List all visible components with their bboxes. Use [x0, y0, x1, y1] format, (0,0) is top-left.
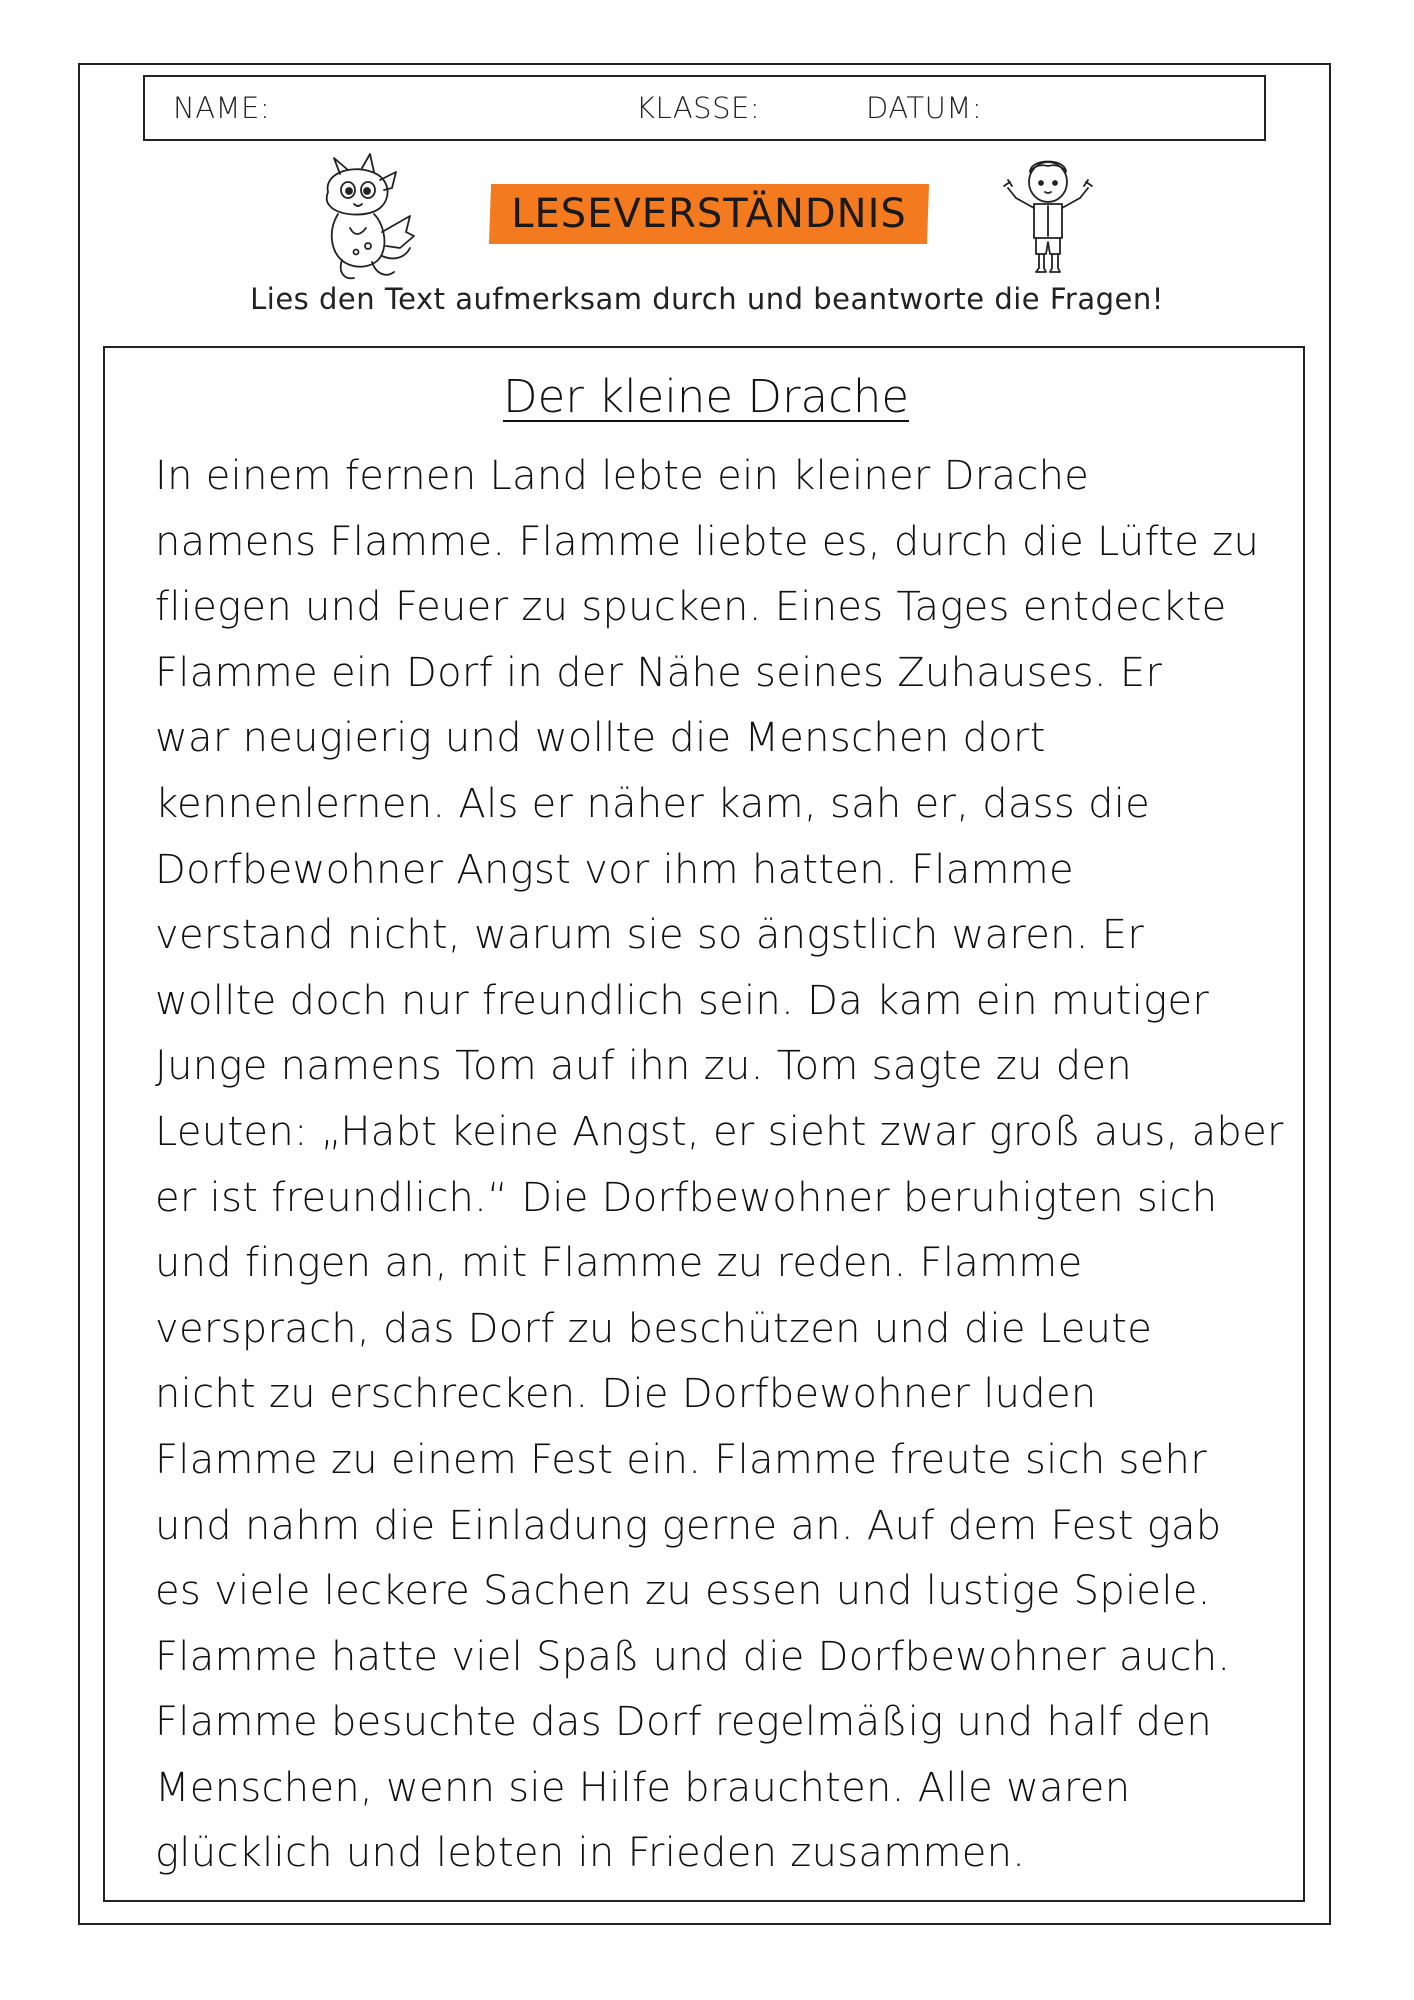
instructions: Lies den Text aufmerksam durch und beantworte die Fragen! [250, 282, 1164, 316]
story-line: er ist freundlich.“ Die Dorfbewohner beruhigten sich [155, 1174, 1218, 1221]
name-label: NAME: [173, 91, 271, 125]
story-line: wollte doch nur freundlich sein. Da kam ein mutiger [155, 977, 1210, 1024]
story-line: verstand nicht, warum sie so ängstlich waren. Er [155, 912, 1145, 959]
story-line: Menschen, wenn sie Hilfe brauchten. Alle waren [155, 1764, 1131, 1811]
story-line: war neugierig und wollte die Menschen dort [155, 715, 1046, 762]
story-text [155, 444, 1284, 1887]
story-line: Flamme hatte viel Spaß und die Dorfbewohner auch. [155, 1633, 1231, 1680]
story-line: In einem fernen Land lebte ein kleiner Drache [155, 453, 1090, 499]
story-line: und nahm die Einladung gerne an. Auf dem Fest gab [155, 1502, 1222, 1549]
story-line: Leuten: „Habt keine Angst, er sieht zwar groß aus, aber [155, 1108, 1284, 1155]
class-label: KLASSE: [636, 91, 761, 125]
story-line: Dorfbewohner Angst vor ihm hatten. Flamme [155, 846, 1074, 893]
story-line: und fingen an, mit Flamme zu reden. Flamme [155, 1240, 1083, 1287]
story-line: versprach, das Dorf zu beschützen und die Leute [155, 1305, 1153, 1352]
story-line: es viele leckere Sachen zu essen und lustige Spiele. [155, 1568, 1211, 1615]
worksheet-title: LESEVERSTÄNDNIS [511, 191, 907, 237]
story-line: Flamme besuchte das Dorf regelmäßig und half den [155, 1699, 1212, 1746]
story-line: Flamme ein Dorf in der Nähe seines Zuhauses. Er [155, 649, 1163, 696]
boy-illustration [1000, 150, 1096, 280]
story-line: kennenlernen. Als er näher kam, sah er, dass die [155, 780, 1151, 827]
story-line: Junge namens Tom auf ihn zu. Tom sagte zu den [155, 1043, 1132, 1090]
date-label: DATUM: [866, 91, 983, 125]
story-line: Flamme zu einem Fest ein. Flamme freute sich sehr [155, 1436, 1207, 1483]
story-line: fliegen und Feuer zu spucken. Eines Tages entdeckte [155, 584, 1227, 631]
story-line: glücklich und lebten in Frieden zusammen. [155, 1830, 1026, 1877]
dragon-illustration [310, 152, 420, 287]
story-box [103, 346, 1305, 1902]
student-info-header [143, 75, 1266, 141]
story-line: nicht zu erschrecken. Die Dorfbewohner luden [155, 1371, 1097, 1418]
story-title: Der kleine Drache [502, 370, 910, 423]
story-line: namens Flamme. Flamme liebte es, durch die Lüfte zu [155, 518, 1260, 565]
